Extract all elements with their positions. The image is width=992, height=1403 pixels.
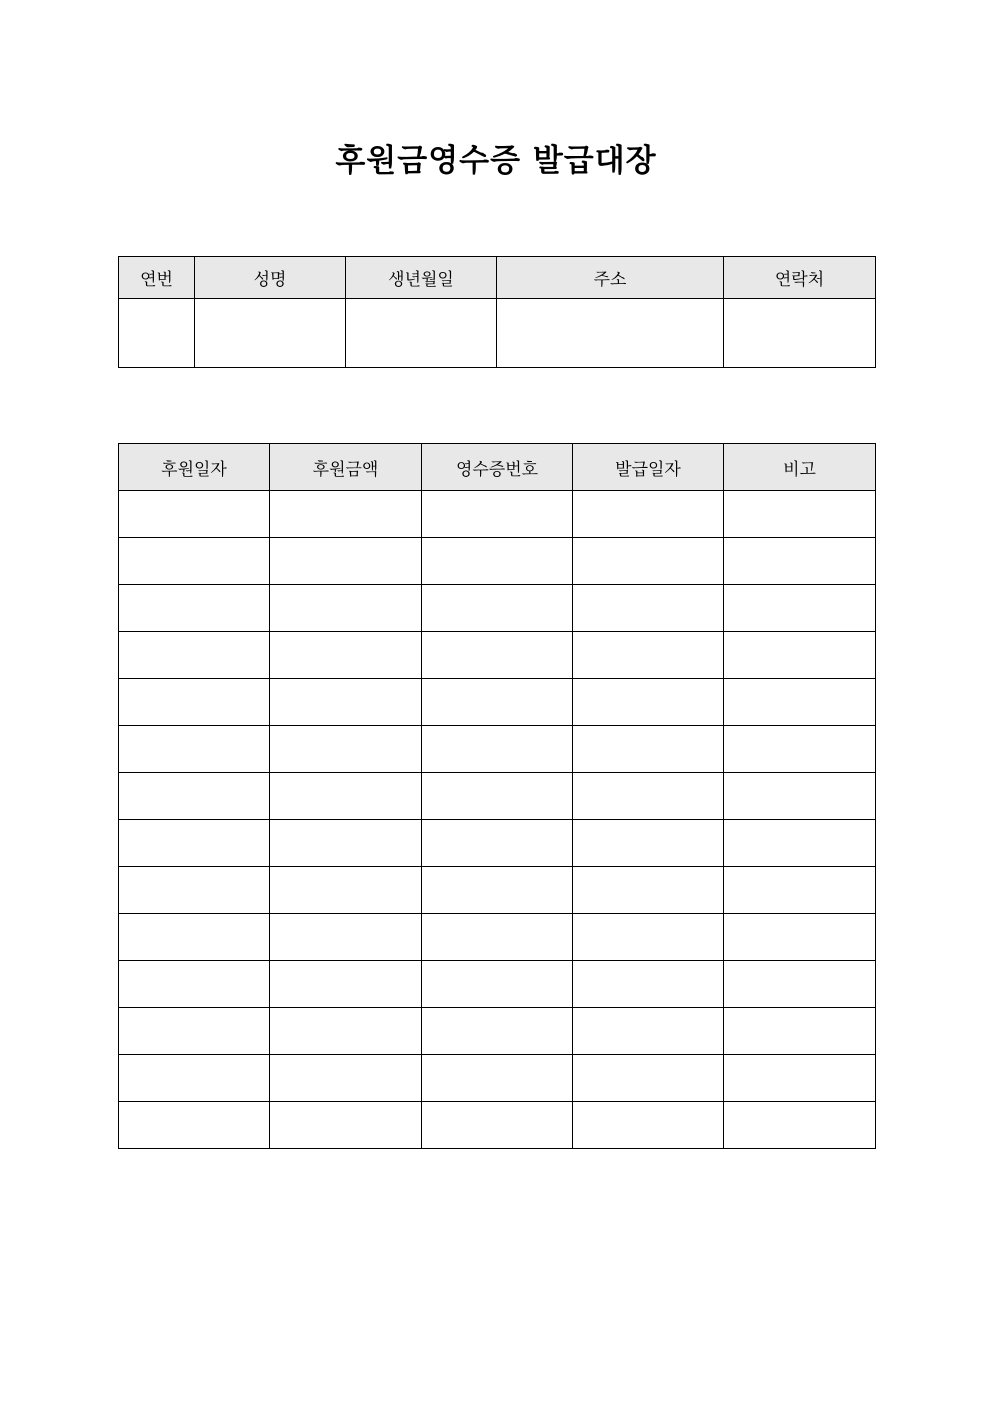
remarks-cell[interactable] — [724, 961, 876, 1008]
receipt-number-cell[interactable] — [422, 585, 573, 632]
donation-date-cell[interactable] — [119, 914, 270, 961]
header-receipt-number: 영수증번호 — [422, 444, 573, 491]
remarks-cell[interactable] — [724, 1055, 876, 1102]
issue-date-cell[interactable] — [573, 491, 724, 538]
table-row — [119, 1008, 876, 1055]
remarks-cell[interactable] — [724, 1008, 876, 1055]
table-row — [119, 491, 876, 538]
remarks-cell[interactable] — [724, 914, 876, 961]
donation-date-cell[interactable] — [119, 961, 270, 1008]
table-row — [119, 773, 876, 820]
issue-date-cell[interactable] — [573, 1102, 724, 1149]
remarks-cell[interactable] — [724, 538, 876, 585]
issue-date-cell[interactable] — [573, 1008, 724, 1055]
table-row — [119, 726, 876, 773]
receipt-number-cell[interactable] — [422, 1102, 573, 1149]
birth-date-cell[interactable] — [346, 299, 497, 368]
issue-date-cell[interactable] — [573, 726, 724, 773]
header-donation-date: 후원일자 — [119, 444, 270, 491]
donation-date-cell[interactable] — [119, 491, 270, 538]
header-name: 성명 — [195, 257, 346, 299]
serial-number-cell[interactable] — [119, 299, 195, 368]
donation-date-cell[interactable] — [119, 585, 270, 632]
header-remarks: 비고 — [724, 444, 876, 491]
donation-date-cell[interactable] — [119, 679, 270, 726]
donation-amount-cell[interactable] — [270, 914, 422, 961]
issue-date-cell[interactable] — [573, 961, 724, 1008]
donation-amount-cell[interactable] — [270, 632, 422, 679]
remarks-cell[interactable] — [724, 679, 876, 726]
remarks-cell[interactable] — [724, 820, 876, 867]
remarks-cell[interactable] — [724, 773, 876, 820]
donation-amount-cell[interactable] — [270, 726, 422, 773]
remarks-cell[interactable] — [724, 491, 876, 538]
issue-date-cell[interactable] — [573, 538, 724, 585]
table-row — [119, 961, 876, 1008]
donation-amount-cell[interactable] — [270, 1008, 422, 1055]
remarks-cell[interactable] — [724, 867, 876, 914]
table-row — [119, 1102, 876, 1149]
donation-amount-cell[interactable] — [270, 820, 422, 867]
donation-date-cell[interactable] — [119, 867, 270, 914]
donation-date-cell[interactable] — [119, 538, 270, 585]
donation-amount-cell[interactable] — [270, 491, 422, 538]
donation-amount-cell[interactable] — [270, 679, 422, 726]
table-row — [119, 538, 876, 585]
donation-amount-cell[interactable] — [270, 961, 422, 1008]
table-row — [119, 585, 876, 632]
receipt-number-cell[interactable] — [422, 726, 573, 773]
header-issue-date: 발급일자 — [573, 444, 724, 491]
issue-date-cell[interactable] — [573, 914, 724, 961]
table-row — [119, 867, 876, 914]
issue-date-cell[interactable] — [573, 820, 724, 867]
document-title: 후원금영수증 발급대장 — [335, 143, 657, 179]
remarks-cell[interactable] — [724, 1102, 876, 1149]
issue-date-cell[interactable] — [573, 632, 724, 679]
receipt-number-cell[interactable] — [422, 538, 573, 585]
issue-date-cell[interactable] — [573, 679, 724, 726]
donor-info-table — [118, 256, 876, 368]
table-row — [119, 914, 876, 961]
contact-cell[interactable] — [724, 299, 876, 368]
donation-date-cell[interactable] — [119, 1008, 270, 1055]
receipt-number-cell[interactable] — [422, 867, 573, 914]
header-serial-number: 연번 — [119, 257, 195, 299]
header-birth-date: 생년월일 — [346, 257, 497, 299]
donation-amount-cell[interactable] — [270, 773, 422, 820]
donation-date-cell[interactable] — [119, 632, 270, 679]
donor-row — [119, 299, 876, 368]
donation-date-cell[interactable] — [119, 726, 270, 773]
donation-date-cell[interactable] — [119, 773, 270, 820]
remarks-cell[interactable] — [724, 585, 876, 632]
issue-date-cell[interactable] — [573, 1055, 724, 1102]
receipt-number-cell[interactable] — [422, 1055, 573, 1102]
receipt-number-cell[interactable] — [422, 820, 573, 867]
issue-date-cell[interactable] — [573, 585, 724, 632]
header-address: 주소 — [497, 257, 724, 299]
remarks-cell[interactable] — [724, 726, 876, 773]
receipt-log-table — [118, 443, 876, 1149]
receipt-header-row — [119, 444, 876, 491]
donation-date-cell[interactable] — [119, 1102, 270, 1149]
issue-date-cell[interactable] — [573, 867, 724, 914]
donation-amount-cell[interactable] — [270, 538, 422, 585]
receipt-number-cell[interactable] — [422, 632, 573, 679]
table-row — [119, 820, 876, 867]
table-row — [119, 1055, 876, 1102]
receipt-number-cell[interactable] — [422, 773, 573, 820]
address-cell[interactable] — [497, 299, 724, 368]
donation-date-cell[interactable] — [119, 1055, 270, 1102]
donation-amount-cell[interactable] — [270, 867, 422, 914]
issue-date-cell[interactable] — [573, 773, 724, 820]
header-donation-amount: 후원금액 — [270, 444, 422, 491]
donation-amount-cell[interactable] — [270, 1102, 422, 1149]
receipt-number-cell[interactable] — [422, 961, 573, 1008]
receipt-number-cell[interactable] — [422, 1008, 573, 1055]
donor-header-row — [119, 257, 876, 299]
receipt-table-body — [119, 491, 876, 1149]
receipt-number-cell[interactable] — [422, 491, 573, 538]
donation-amount-cell[interactable] — [270, 1055, 422, 1102]
receipt-number-cell[interactable] — [422, 914, 573, 961]
donation-date-cell[interactable] — [119, 820, 270, 867]
remarks-cell[interactable] — [724, 632, 876, 679]
donation-amount-cell[interactable] — [270, 585, 422, 632]
receipt-number-cell[interactable] — [422, 679, 573, 726]
table-row — [119, 679, 876, 726]
header-contact: 연락처 — [724, 257, 876, 299]
table-row — [119, 632, 876, 679]
name-cell[interactable] — [195, 299, 346, 368]
